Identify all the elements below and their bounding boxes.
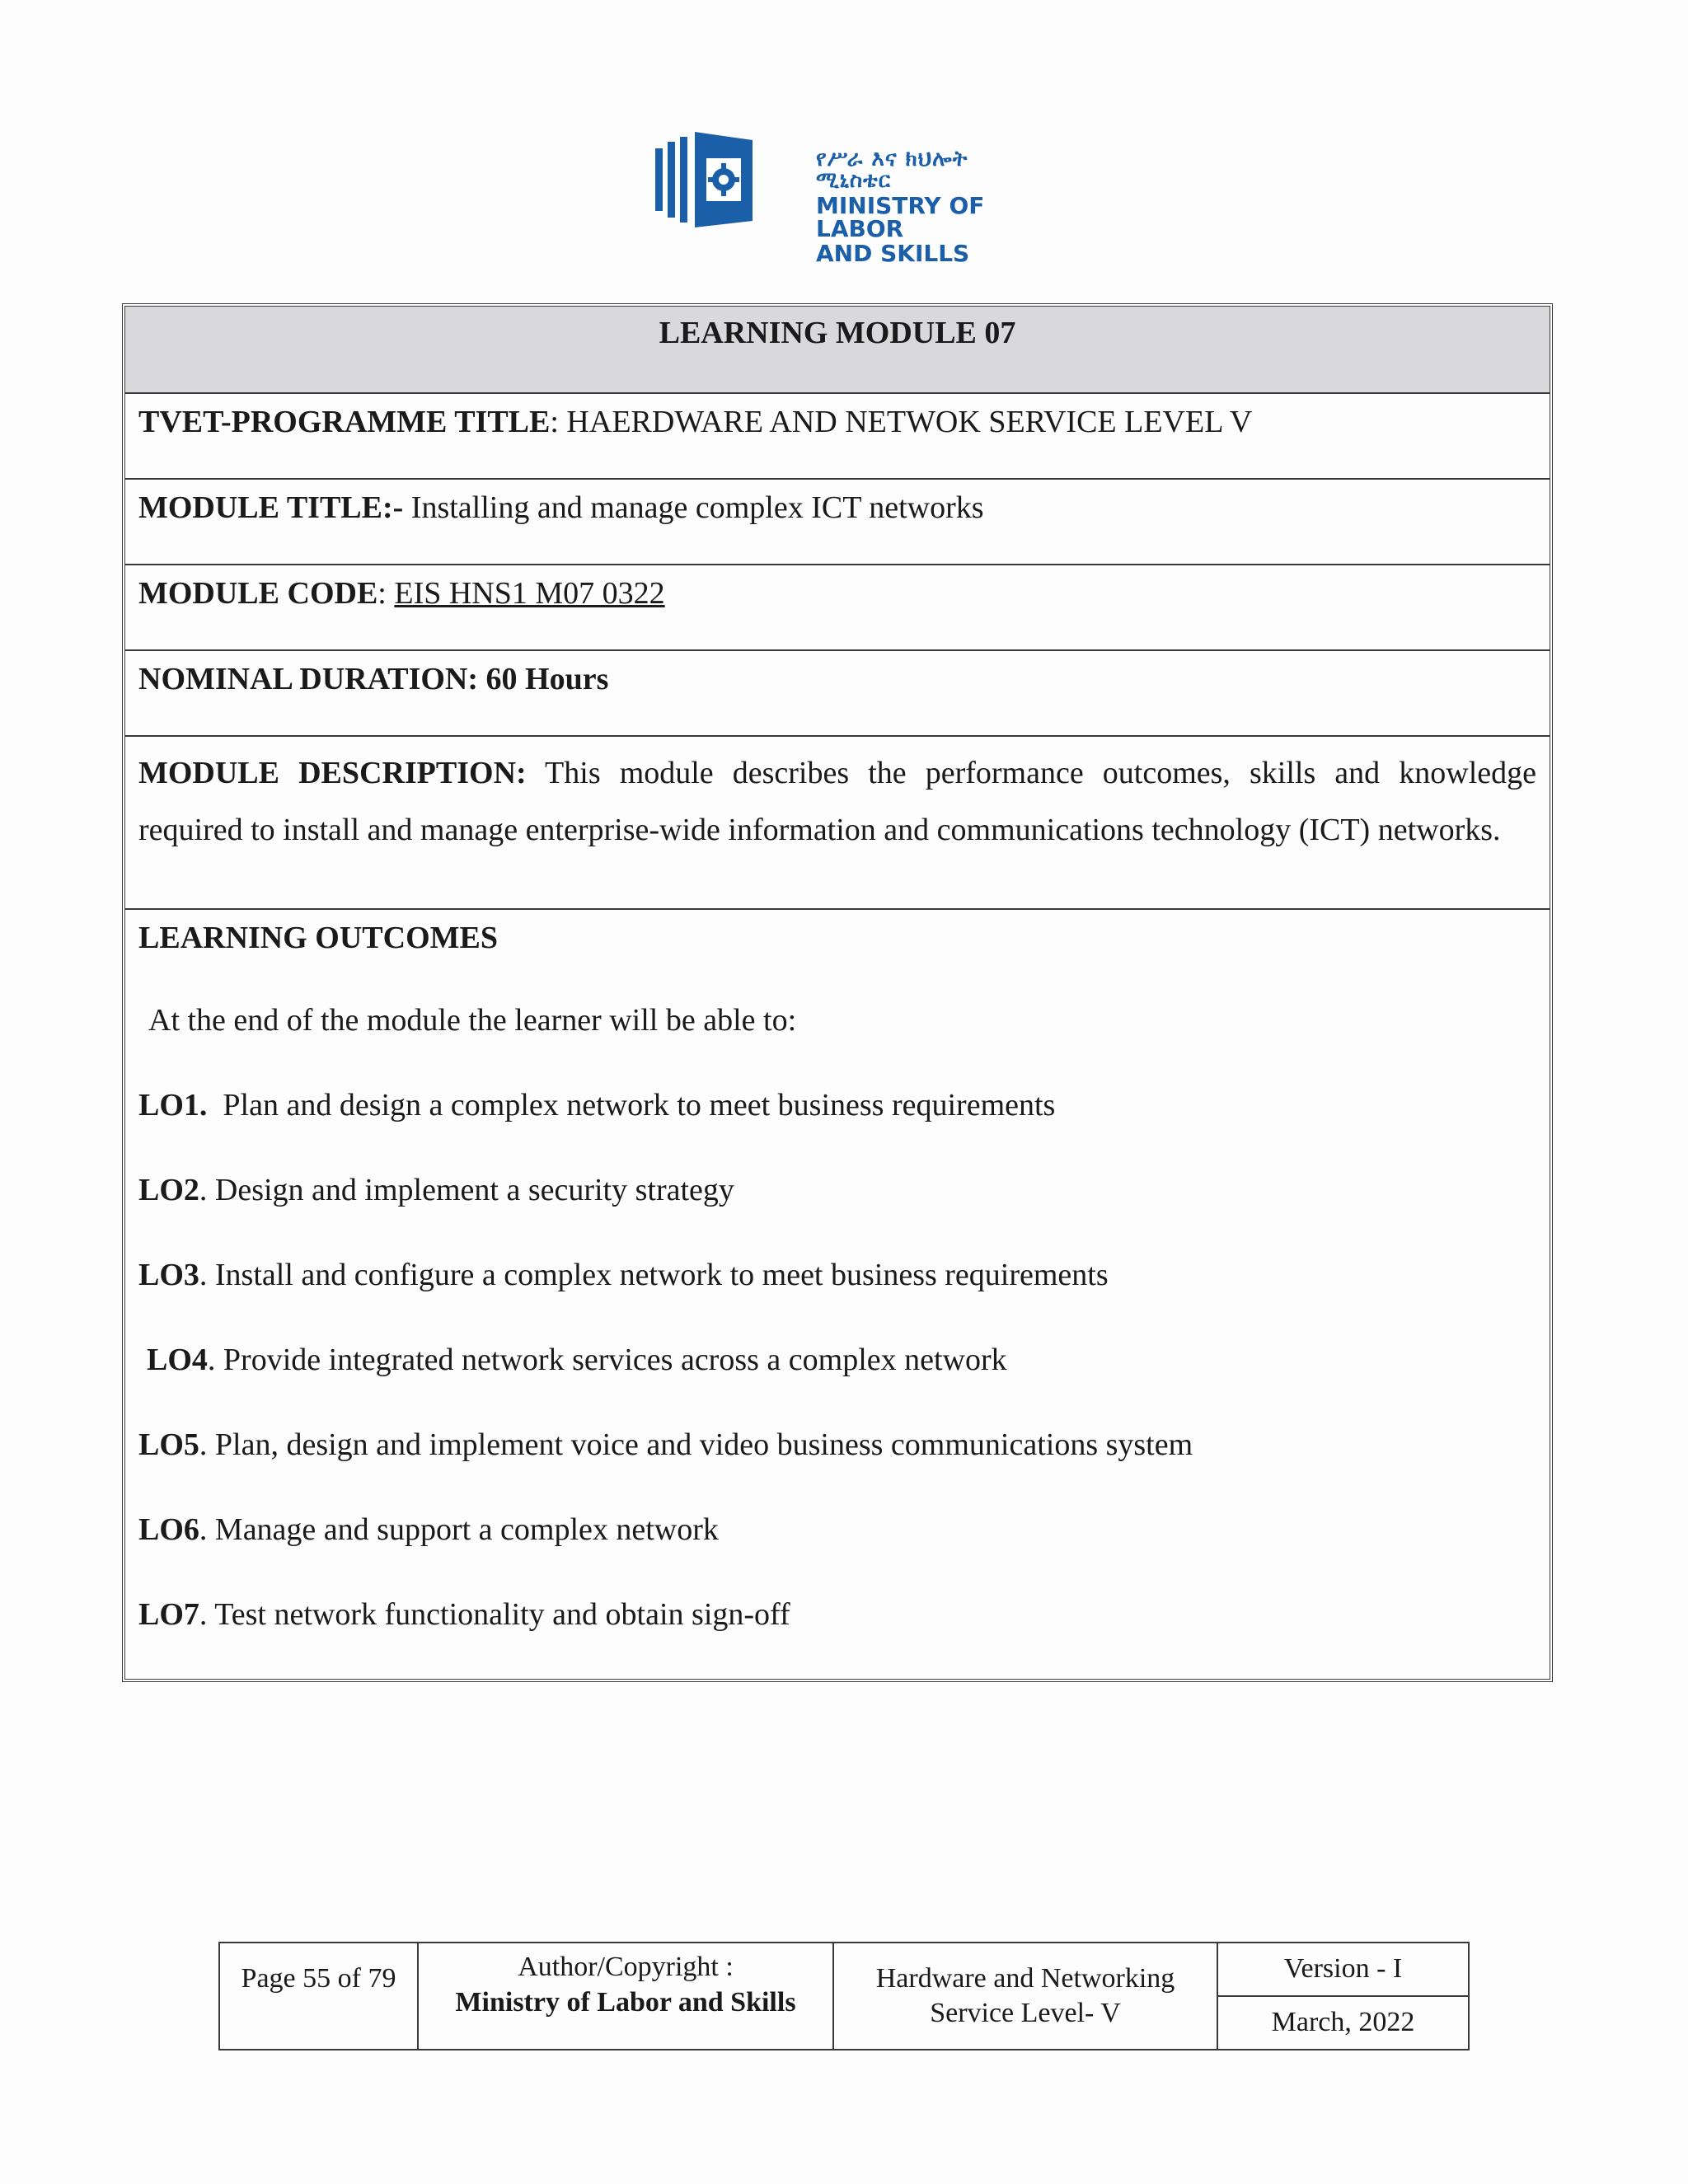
footer-course-cell [832,1943,1217,2049]
learning-outcomes-heading: LEARNING OUTCOMES [138,921,498,955]
logo-line-2: AND SKILLS [816,240,970,267]
programme-title-row [125,392,1550,478]
version-date: March, 2022 [1218,1995,1468,2049]
module-info-table [122,303,1553,1682]
logo-amharic-text: የሥራ እና ክህሎት ሚኒስቴር [816,147,968,193]
footer-page-cell [220,1943,417,2049]
module-description-row [125,735,1550,908]
nominal-duration: NOMINAL DURATION: 60 Hours [138,662,609,696]
outcome-code: LO3 [138,1258,199,1292]
footer-version-cell [1217,1943,1468,2049]
module-description-label: MODULE DESCRIPTION: [138,756,527,790]
module-code-label: MODULE CODE [138,576,378,611]
outcome-text: . Provide integrated network services across a complex network [207,1343,1007,1377]
outcome-text: Plan and design a complex network to meet business requirements [207,1088,1056,1122]
author-label: Author/Copyright : [518,1952,734,1982]
outcome-text: . Manage and support a complex network [199,1512,719,1547]
page-footer-table [218,1942,1470,2050]
nominal-duration-row [125,649,1550,735]
version-label: Version - I [1283,1953,1403,1985]
ministry-logo [655,130,1034,267]
learning-outcome-item [138,1595,1536,1680]
learning-outcome-item [138,1340,1536,1425]
programme-title-label: TVET-PROGRAMME TITLE [138,405,551,439]
ministry-emblem-icon [655,130,812,229]
module-title-value: Installing and manage complex ICT networks [403,490,984,525]
page-number: Page 55 of 79 [241,1963,396,1994]
footer-author-cell [417,1943,832,2049]
learning-outcome-item [138,1255,1536,1340]
module-header: LEARNING MODULE 07 [125,307,1550,392]
learning-outcome-item [138,1510,1536,1595]
outcome-code: LO7 [138,1597,199,1632]
outcome-code: LO2 [138,1173,199,1207]
module-title-row [125,478,1550,564]
outcome-code: LO6 [138,1512,199,1547]
programme-title-value: : HAERDWARE AND NETWOK SERVICE LEVEL V [550,405,1253,439]
learning-outcomes-section [125,908,1550,1679]
learning-outcome-item [138,1425,1536,1510]
course-line-2: Service Level- V [930,1998,1121,2028]
module-code-value: EIS HNS1 M07 0322 [394,576,665,611]
outcome-text: . Plan, design and implement voice and video business communications system [199,1427,1193,1462]
course-line-1: Hardware and Networking [875,1962,1175,1994]
outcome-code: LO5 [138,1427,199,1462]
outcome-code: LO4 [147,1343,208,1377]
outcome-text: . Design and implement a security strategy [199,1173,734,1207]
learning-outcome-item [138,1170,1536,1255]
module-title-label: MODULE TITLE:- [138,490,404,525]
outcome-code: LO1. [138,1088,208,1122]
learning-outcomes-intro: At the end of the module the learner will be able to: [148,1003,797,1038]
module-description-value: This module describes the performance outcomes, skills and knowledge required to install and manage enterprise-wide information and communications technology (ICT) networks. [138,756,1536,847]
learning-outcome-item [138,1085,1536,1170]
author-value: Ministry of Labor and Skills [455,1986,796,2018]
outcome-text: . Install and configure a complex network to meet business requirements [199,1258,1109,1292]
module-code-row [125,564,1550,649]
module-code-separator: : [377,576,395,611]
outcome-text: . Test network functionality and obtain sign-off [199,1597,790,1632]
logo-line-1: MINISTRY OF LABOR [816,192,985,242]
